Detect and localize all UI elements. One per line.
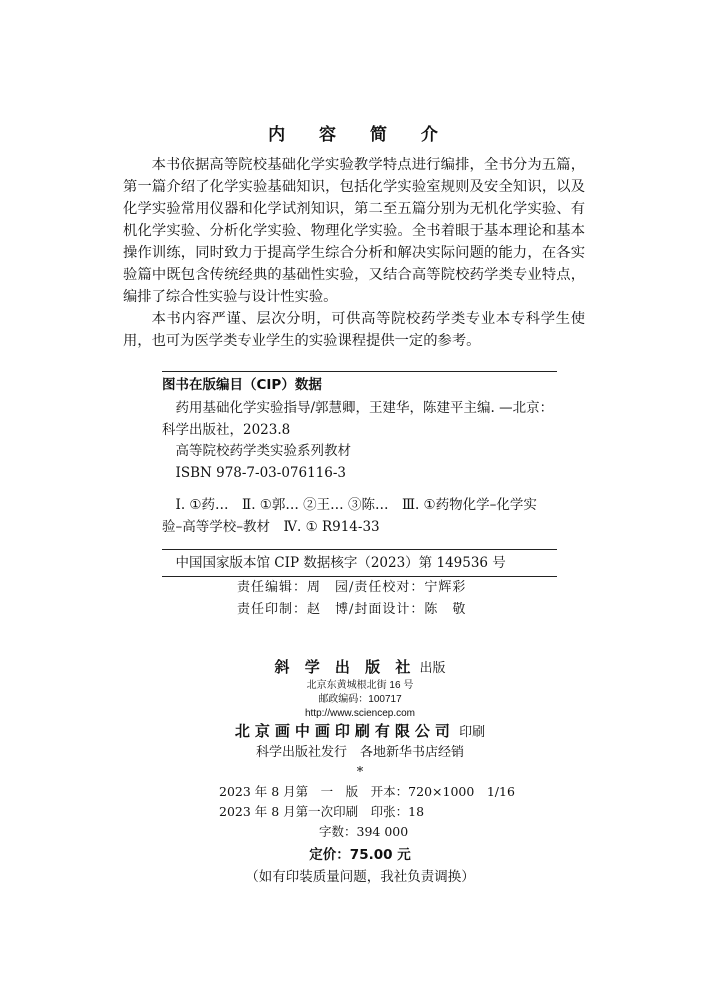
printer-line xyxy=(0,721,720,743)
cip-isbn: ISBN 978-7-03-076116-3 xyxy=(175,464,347,481)
staff-line: 责任编辑：周 园/责任校对：宁辉彩 xyxy=(237,580,467,595)
price-block xyxy=(0,844,720,888)
printer-name: 北京画中画印刷有限公司 xyxy=(234,722,455,740)
cip-line: 高等院校药学类实验系列教材 xyxy=(175,443,351,459)
publisher-address: 北京东黄城根北街 16 号 xyxy=(306,680,414,691)
cip-line: 药用基础化学实验指导/郭慧卿，王建华，陈建平主编. —北京： xyxy=(175,400,554,416)
publisher-postcode: 邮政编码：100717 xyxy=(318,694,402,705)
quality-note: （如有印装质量问题，我社负责调换） xyxy=(245,869,475,885)
star-divider: * xyxy=(356,765,364,780)
print-specs xyxy=(219,782,515,842)
edition-line: 2023 年 8 月第 一 版 开本：720×1000 1/16 xyxy=(219,784,515,799)
publisher-line xyxy=(0,657,720,679)
distribution: 科学出版社发行 各地新华书店经销 xyxy=(255,745,464,760)
staff-line: 责任印制：赵 博/封面设计：陈 敬 xyxy=(237,602,467,617)
staff-credits xyxy=(237,577,466,621)
publisher-name: 斜 学 出 版 社 xyxy=(274,658,416,676)
publisher-block xyxy=(0,657,720,783)
intro-paragraph-2: 本书内容严谨、层次分明，可供高等院校药学类专业本专科学生使用，也可为医学类专业学生的实验课程提供一定的参考。 xyxy=(123,311,585,349)
cip-heading: 图书在版编目（CIP）数据 xyxy=(162,377,322,393)
printing-line: 2023 年 8 月第一次印刷 印张：18 xyxy=(219,804,425,819)
word-count: 字数：394 000 xyxy=(319,824,409,839)
cip-line: 科学出版社，2023.8 xyxy=(162,421,291,438)
cip-record-number: 中国国家版本馆 CIP 数据核字（2023）第 149536 号 xyxy=(162,549,557,576)
intro-paragraph-1: 本书依据高等院校基础化学实验教学特点进行编排，全书分为五篇，第一篇介绍了化学实验基础知识，包括化学实验室规则及安全知识，以及化学实验常用仪器和化学试剂知识，第二至五篇分别为无机化学实验、有机化学实验、分析化学实验、物理化学实验。全书着眼于基本理论和基本操作训练，同时致力于提高学生综合分析和解决实际问题的能力，在各实验篇中既包含传统经典的基础性实验，又结合高等院校药学类专业特点，编排了综合性实验与设计性实验。 xyxy=(123,157,585,305)
printer-action: 印刷 xyxy=(459,725,486,740)
intro-title: 内 容 简 介 xyxy=(268,125,452,145)
intro-text xyxy=(123,154,585,352)
publisher-website: http://www.sciencep.com xyxy=(304,708,416,719)
publisher-action: 出版 xyxy=(419,661,446,676)
price-label: 定价：75.00 元 xyxy=(309,847,411,863)
cip-block xyxy=(162,371,557,577)
cip-line: Ⅰ. ①药… Ⅱ. ①郭… ②王… ③陈… Ⅲ. ①药物化学–化学实 xyxy=(175,497,537,513)
cip-body xyxy=(162,398,557,538)
cip-line: 验–高等学校–教材 Ⅳ. ① R914-33 xyxy=(162,518,380,535)
